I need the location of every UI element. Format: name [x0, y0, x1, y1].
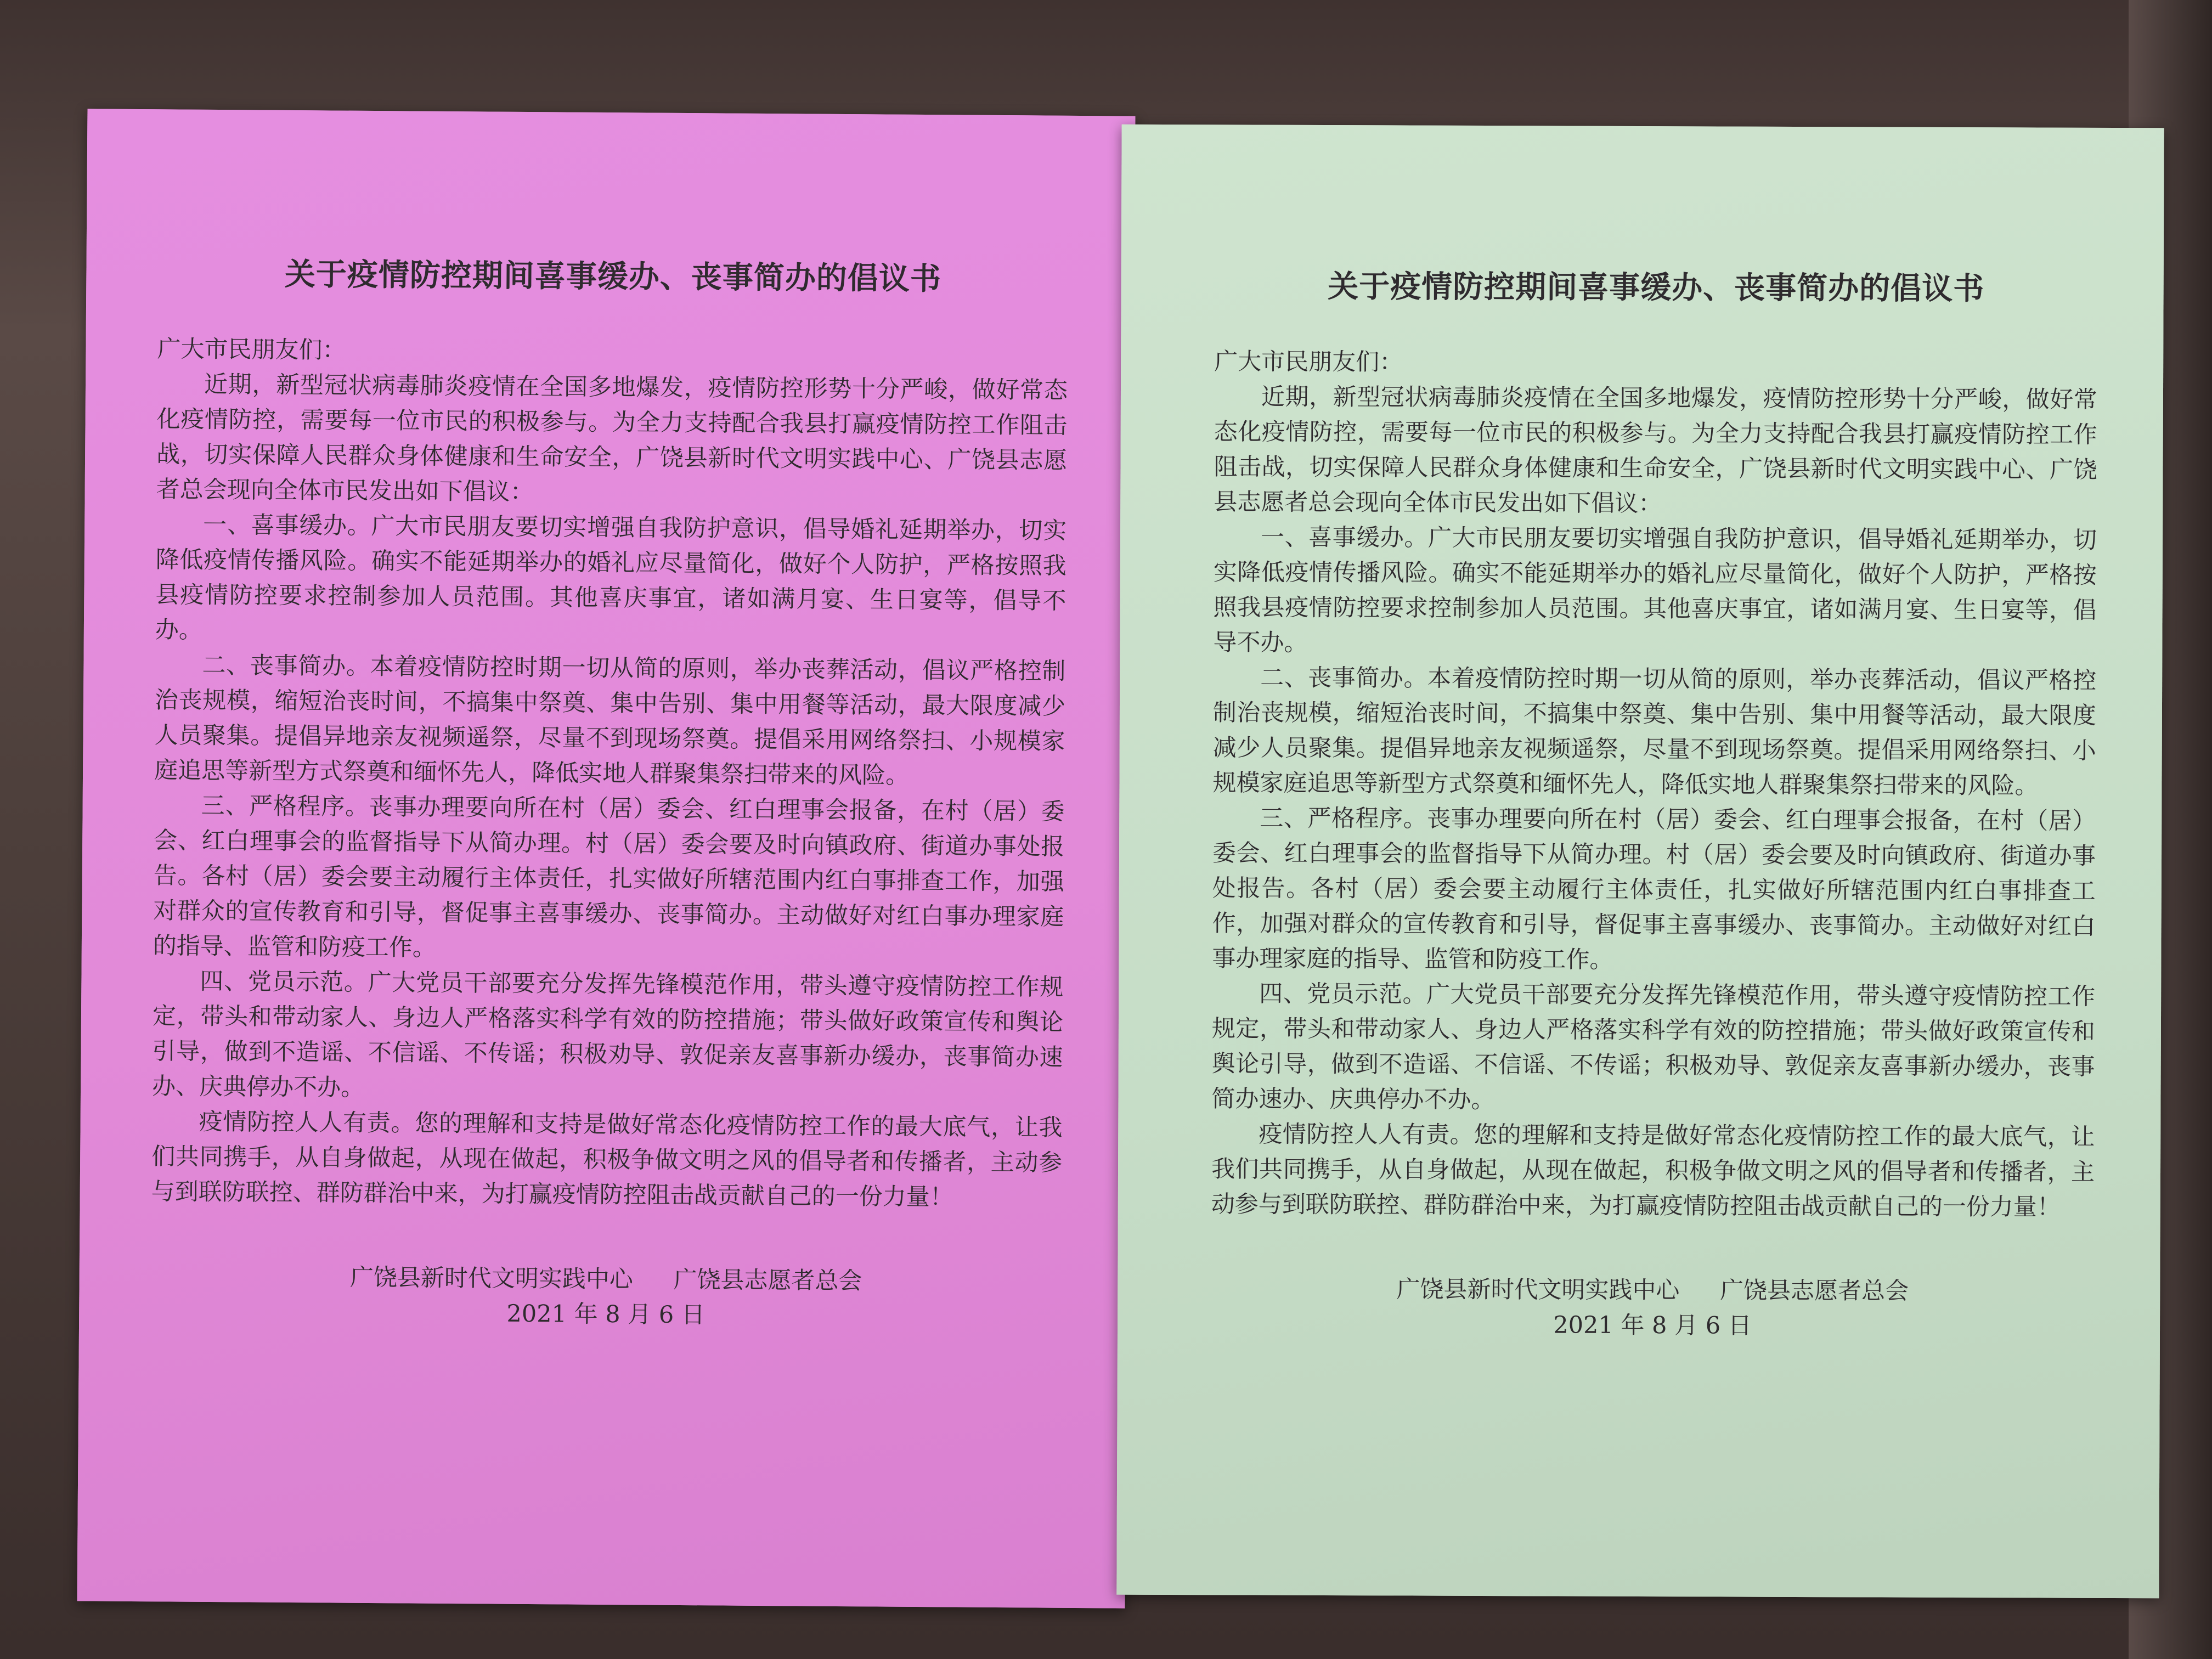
document-date: 2021 年 8 月 6 日 [1553, 1311, 1752, 1340]
paragraph-party-members: 四、党员示范。广大党员干部要充分发挥先锋模范作用，带头遵守疫情防控工作规定，带头和带动家人、身边人严格落实科学有效的防控措施；带头做好政策宣传和舆论引导，做到不造谣、不信谣、不传谣；积极劝导、敦促亲友喜事新办缓办，丧事简办速办、庆典停办不办。 [1211, 980, 2096, 1114]
document-title: 关于疫情防控期间喜事缓办、丧事简办的倡议书 [1328, 268, 1985, 307]
signature-row [150, 1259, 1061, 1300]
pink-proposal-sheet [77, 109, 1136, 1608]
document-title: 关于疫情防控期间喜事缓办、丧事简办的倡议书 [284, 256, 942, 297]
paragraph-intro: 近期，新型冠状病毒肺炎疫情在全国多地爆发，疫情防控形势十分严峻，做好常态化疫情防控，需要每一位市民的积极参与。为全力支持配合我县打赢疫情防控工作阻击战，切实保障人民群众身体健康和生命安全，广饶县新时代文明实践中心、广饶县志愿者总会现向全体市民发出如下倡议： [156, 370, 1068, 506]
signatory-civilization-center: 广饶县新时代文明实践中心 [1396, 1276, 1680, 1305]
paragraph-funerals: 二、丧事简办。本着疫情防控时期一切从简的原则，举办丧葬活动，倡议严格控制治丧规模，缩短治丧时间，不搞集中祭奠、集中告别、集中用餐等活动，最大限度减少人员聚集。提倡异地亲友视频遥祭，尽量不到现场祭奠。提倡采用网络祭扫、小规模家庭追思等新型方式祭奠和缅怀先人，降低实地人群聚集祭扫带来的风险。 [1212, 664, 2097, 800]
document-date: 2021 年 8 月 6 日 [506, 1300, 706, 1329]
paragraph-party-members: 四、党员示范。广大党员干部要充分发挥先锋模范作用，带头遵守疫情防控工作规定，带头和带动家人、身边人严格落实科学有效的防控措施；带头做好政策宣传和舆论引导，做到不造谣、不信谣、不传谣；积极劝导、敦促亲友喜事新办缓办，丧事简办速办、庆典停办不办。 [151, 967, 1064, 1102]
greeting: 广大市民朋友们： [157, 335, 346, 364]
paragraph-procedure: 三、严格程序。丧事办理要向所在村（居）委会、红白理事会报备，在村（居）委会、红白理事会的监督指导下从简办理。村（居）委会要及时向镇政府、街道办事处报告。各村（居）委会要主动履行主体责任，扎实做好所辖范围内红白事排查工作，加强对群众的宣传教育和引导，督促事主喜事缓办、丧事简办。主动做好对红白事办理家庭的指导、监管和防疫工作。 [153, 792, 1065, 962]
signatory-volunteer-association: 广饶县志愿者总会 [1720, 1277, 1909, 1305]
paragraph-closing: 疫情防控人人有责。您的理解和支持是做好常态化疫情防控工作的最大底气，让我们共同携手，从自身做起，从现在做起，积极争做文明之风的倡导者和传播者，主动参与到联防联控、群防群治中来，为打赢疫情防控阻击战贡献自己的一份力量！ [1211, 1120, 2095, 1221]
greeting: 广大市民朋友们： [1214, 348, 1403, 376]
paragraph-closing: 疫情防控人人有责。您的理解和支持是做好常态化疫情防控工作的最大底气，让我们共同携手，从自身做起，从现在做起，积极争做文明之风的倡导者和传播者，主动参与到联防联控、群防群治中来，为打赢疫情防控阻击战贡献自己的一份力量！ [151, 1108, 1063, 1211]
paragraph-intro: 近期，新型冠状病毒肺炎疫情在全国多地爆发，疫情防控形势十分严峻，做好常态化疫情防控，需要每一位市民的积极参与。为全力支持配合我县打赢疫情防控工作阻击战，切实保障人民群众身体健康和生命安全，广饶县新时代文明实践中心、广饶县志愿者总会现向全体市民发出如下倡议： [1214, 383, 2098, 518]
paragraph-funerals: 二、丧事简办。本着疫情防控时期一切从简的原则，举办丧葬活动，倡议严格控制治丧规模，缩短治丧时间，不搞集中祭奠、集中告别、集中用餐等活动，最大限度减少人员聚集。提倡异地亲友视频遥祭，尽量不到现场祭奠。提倡采用网络祭扫、小规模家庭追思等新型方式祭奠和缅怀先人，降低实地人群聚集祭扫带来的风险。 [154, 651, 1066, 789]
signatory-volunteer-association: 广饶县志愿者总会 [673, 1266, 862, 1295]
paragraph-procedure: 三、严格程序。丧事办理要向所在村（居）委会、红白理事会报备，在村（居）委会、红白理事会的监督指导下从简办理。村（居）委会要及时向镇政府、街道办事处报告。各村（居）委会要主动履行主体责任，扎实做好所辖范围内红白事排查工作，加强对群众的宣传教育和引导，督促事主喜事缓办、丧事简办。主动做好对红白事办理家庭的指导、监管和防疫工作。 [1212, 804, 2096, 974]
signature-row [1211, 1271, 2094, 1310]
green-proposal-sheet [1116, 125, 2164, 1599]
paragraph-happy-events: 一、喜事缓办。广大市民朋友要切实增强自我防护意识，倡导婚礼延期举办，切实降低疫情传播风险。确实不能延期举办的婚礼应尽量简化，做好个人防护，严格按照我县疫情防控要求控制参加人员范围。其他喜庆事宜，诸如满月宴、生日宴等，倡导不办。 [1213, 523, 2097, 657]
paragraph-happy-events: 一、喜事缓办。广大市民朋友要切实增强自我防护意识，倡导婚礼延期举办，切实降低疫情传播风险。确实不能延期举办的婚礼应尽量简化，做好个人防护，严格按照我县疫情防控要求控制参加人员范围。其他喜庆事宜，诸如满月宴、生日宴等，倡导不办。 [155, 511, 1067, 644]
signatory-civilization-center: 广饶县新时代文明实践中心 [349, 1263, 633, 1294]
